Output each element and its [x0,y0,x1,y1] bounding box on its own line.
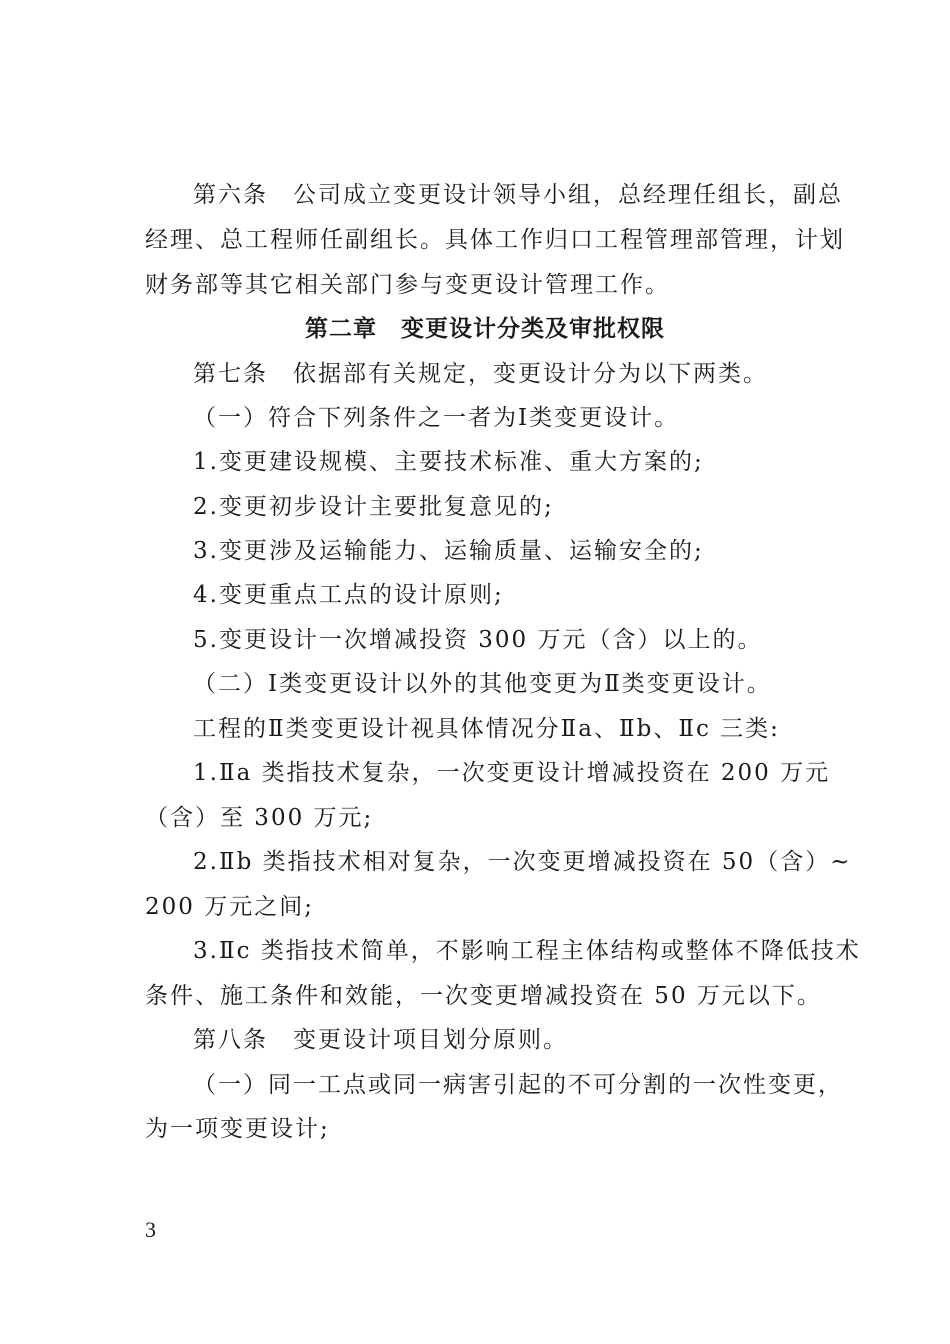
article-8-rule-1-line-2: 为一项变更设计; [145,1116,330,1142]
class-2c-line-1: 3.Ⅱc 类指技术简单，不影响工程主体结构或整体不降低技术 [193,938,861,964]
article-7-line: 第七条 依据部有关规定，变更设计分为以下两类。 [193,361,768,387]
page-number: 3 [145,1217,156,1242]
class-1-intro: （一）符合下列条件之一者为Ⅰ类变更设计。 [193,405,680,431]
chapter-2-heading: 第二章 变更设计分类及审批权限 [305,316,665,342]
article-6-line-2: 经理、总工程师任副组长。具体工作归口工程管理部管理，计划 [145,227,845,253]
article-6-line-1: 第六条 公司成立变更设计领导小组，总经理任组长，副总 [193,182,843,208]
class-1-item-5: 5.变更设计一次增减投资 300 万元（含）以上的。 [193,627,763,653]
class-2-subtypes: 工程的Ⅱ类变更设计视具体情况分Ⅱa、Ⅱb、Ⅱc 三类: [193,716,780,742]
class-1-item-2: 2.变更初步设计主要批复意见的; [193,494,554,520]
class-2-intro: （二）Ⅰ类变更设计以外的其他变更为Ⅱ类变更设计。 [193,671,772,697]
class-2a-line-1: 1.Ⅱa 类指技术复杂，一次变更设计增减投资在 200 万元 [193,760,831,786]
article-8-line: 第八条 变更设计项目划分原则。 [193,1027,568,1053]
article-8-rule-1-line-1: （一）同一工点或同一病害引起的不可分割的一次性变更， [193,1072,843,1098]
class-1-item-1: 1.变更建设规模、主要技术标准、重大方案的; [193,449,704,475]
class-1-item-4: 4.变更重点工点的设计原则; [193,582,504,608]
class-2c-line-2: 条件、施工条件和效能，一次变更增减投资在 50 万元以下。 [145,983,822,1009]
class-2b-line-1: 2.Ⅱb 类指技术相对复杂，一次变更增减投资在 50（含）~ [193,849,852,875]
class-1-item-3: 3.变更涉及运输能力、运输质量、运输安全的; [193,538,704,564]
class-2b-line-2: 200 万元之间; [145,894,314,920]
class-2a-line-2: （含）至 300 万元; [145,805,374,831]
article-6-line-3: 财务部等其它相关部门参与变更设计管理工作。 [145,272,670,298]
